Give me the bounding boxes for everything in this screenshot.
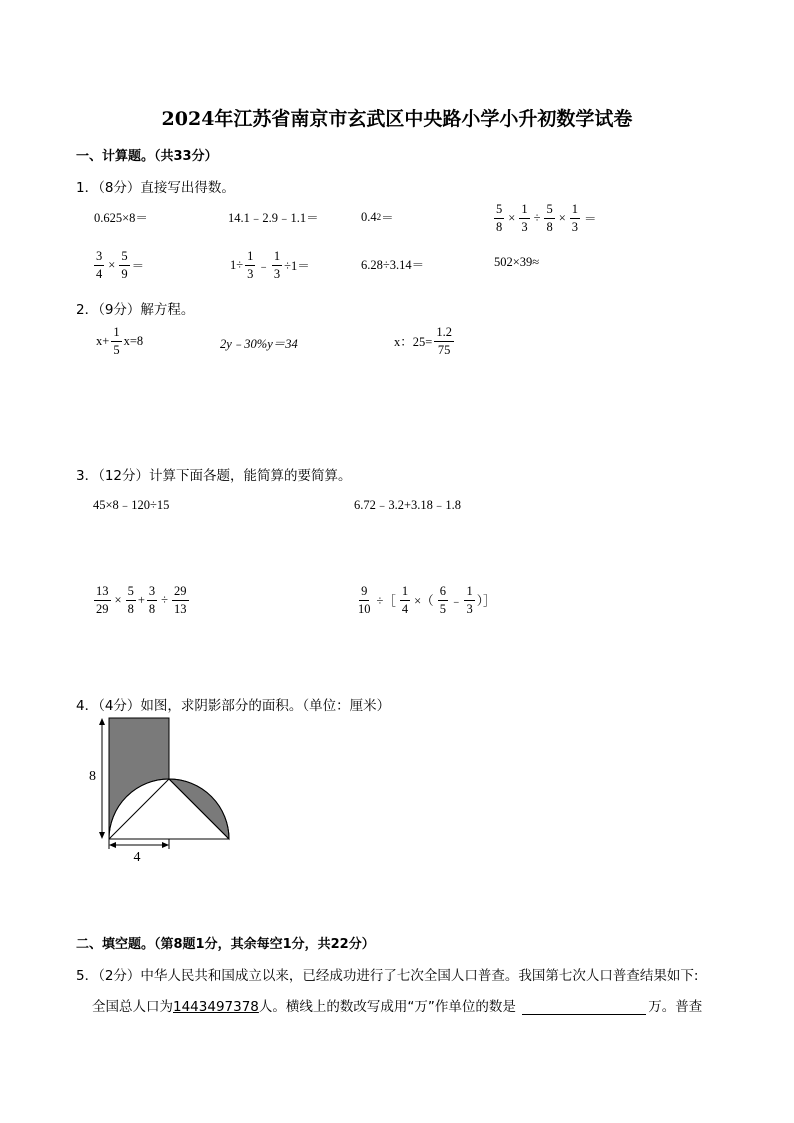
math-text: ÷ [161,592,168,607]
fraction [356,585,373,615]
numerator: 29 [172,585,189,601]
math-text: ）］ [476,594,496,608]
q1-item-e [92,250,144,280]
math-text: x：25= [394,335,433,349]
q1-c-base: 0.4 [361,209,377,224]
height-label: 8 [89,769,96,784]
numerator: 13 [94,585,111,601]
denominator: 3 [273,266,281,281]
math-text: ÷［ [376,594,396,608]
denominator: 3 [247,266,254,281]
population-number: 1443497378 [173,999,259,1015]
numerator: 1 [245,250,255,266]
numerator: 1.2 [434,326,454,342]
denominator: 4 [401,601,409,616]
fraction [245,250,255,280]
question-3-stem: 3．（12分）计算下面各题，能简算的要简算。 [76,468,352,484]
denominator: 75 [437,342,451,357]
denominator: 29 [96,601,109,616]
fraction [172,585,189,615]
fraction [519,203,529,233]
width-arrow-left [109,842,116,848]
q1-item-g: 6.28÷3.14＝ [361,258,425,272]
math-text: + [137,592,145,607]
numerator: 1 [111,326,121,342]
fraction [147,585,157,615]
numerator: 9 [359,585,369,601]
q3-problem-3 [92,585,191,615]
question-4-stem: 4．（4分）如图，求阴影部分的面积。（单位：厘米） [76,698,391,714]
denominator: 8 [127,601,134,616]
q1-item-h: 502×39≈ [494,255,540,269]
numerator: 6 [438,585,448,601]
q1-item-a: 0.625×8＝ [94,211,148,225]
math-text: ﹣ [449,594,463,608]
answer-blank[interactable] [522,1000,646,1015]
math-text: × [558,210,566,225]
math-text: 全国总人口为 [92,999,173,1015]
denominator: 10 [358,601,371,616]
denominator: 5 [113,342,120,357]
math-text: ＝ [131,259,145,273]
fraction [570,203,580,233]
denominator: 13 [174,601,187,616]
denominator: 8 [546,219,553,234]
denominator: 3 [521,219,528,234]
fraction [544,203,554,233]
question-1-stem: 1．（8分）直接写出得数。 [76,180,235,196]
math-text: 人。横线上的数改写成用“万”作单位的数是 [258,999,516,1015]
q2-equation-1 [96,326,143,356]
denominator: 3 [466,601,473,616]
q1-item-c [361,208,394,226]
math-text: × [108,257,116,272]
denominator: 8 [148,601,156,616]
fraction [126,585,136,615]
question-5-line-1: 5．（2分）中华人民共和国成立以来，已经成功进行了七次全国人口普查。我国第七次人口普查结果如下: [76,968,699,984]
fraction [438,585,448,615]
width-arrow-right [162,842,169,848]
q2-equation-3 [394,326,456,356]
section-1-heading: 一、计算题。（共33分） [76,149,218,164]
denominator: 8 [496,219,503,234]
shaded-area-figure [84,712,244,872]
numerator: 1 [464,585,474,601]
numerator: 5 [126,585,136,601]
q2-equation-2: 2y﹣30%y＝34 [220,337,298,351]
math-text: ÷ [533,210,541,225]
question-2-stem: 2．（9分）解方程。 [76,302,195,318]
fraction [400,585,410,615]
math-text: ﹣ [257,259,270,273]
numerator: 1 [570,203,580,219]
fraction [94,250,104,280]
width-label: 4 [133,850,141,865]
denominator: 4 [96,266,103,281]
shaded-region-left [109,718,169,839]
math-text: x+ [96,333,110,348]
numerator: 3 [94,250,104,266]
q1-item-b: 14.1﹣2.9﹣1.1＝ [228,211,319,225]
section-2-heading: 二、填空题。（第8题1分，其余每空1分，共22分） [76,937,375,952]
q3-problem-4 [354,585,495,615]
numerator: 1 [400,585,410,601]
fraction [434,326,454,356]
height-arrow-bottom [99,832,105,839]
numerator: 1 [272,250,282,266]
math-text: ÷1＝ [284,259,310,273]
q1-item-d [492,203,599,233]
q3-problem-2: 6.72﹣3.2+3.18﹣1.8 [354,498,462,512]
numerator: 5 [119,250,129,266]
numerator: 3 [147,585,157,601]
fraction [119,250,129,280]
denominator: 5 [439,601,446,616]
height-arrow-top [99,718,105,725]
q1-c-equals: ＝ [381,211,394,225]
fraction [494,203,504,233]
math-text: ×（ [414,594,434,608]
q1-item-f [230,250,310,280]
fraction [464,585,474,615]
numerator: 5 [494,203,504,219]
math-text: 1÷ [230,257,244,272]
math-text: 万。普查 [648,999,703,1015]
numerator: 5 [544,203,554,219]
math-text: ＝ [584,212,597,226]
q3-problem-1: 45×8﹣120÷15 [93,498,170,512]
fraction [94,585,111,615]
page-title: 2024年江苏省南京市玄武区中央路小学小升初数学试卷 [161,108,633,130]
question-5-line-2 [92,995,702,1015]
fraction [272,250,282,280]
math-text: x=8 [123,333,144,348]
denominator: 3 [571,219,578,234]
q1-c-exponent: 2 [376,212,382,222]
numerator: 1 [519,203,529,219]
fraction [111,326,121,356]
denominator: 9 [121,266,128,281]
math-text: × [508,210,516,225]
math-text: × [114,592,122,607]
